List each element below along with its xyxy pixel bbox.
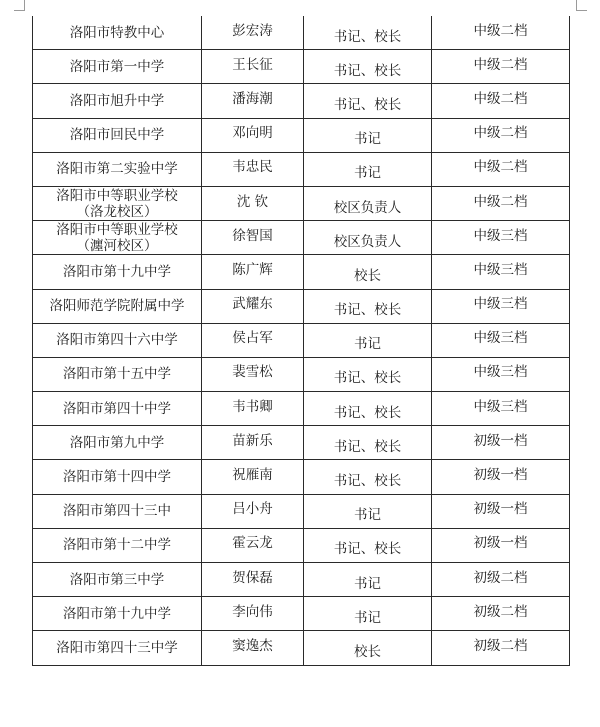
school-cell: [33, 460, 202, 494]
position-cell: [304, 494, 432, 528]
position: 书记、校长: [333, 62, 402, 79]
school-name: 洛阳市旭升中学: [69, 92, 165, 109]
person-name-cell: [202, 460, 304, 494]
grade-level: 初级一档: [473, 467, 528, 484]
person-name: 徐智国: [232, 227, 273, 244]
table-row: [33, 597, 570, 631]
grade-level: 中级三档: [473, 296, 528, 313]
table-body: [33, 16, 570, 665]
grade-level: 中级二档: [473, 159, 528, 176]
school-cell: [33, 494, 202, 528]
position: 书记: [354, 609, 381, 626]
school-name: 洛阳市第四十三中: [63, 503, 171, 520]
grade-level: 初级二档: [473, 637, 528, 654]
grade-level: 初级二档: [473, 603, 528, 620]
position-cell: [304, 357, 432, 391]
person-name-cell: [202, 597, 304, 631]
position-cell: [304, 289, 432, 323]
school-cell: [33, 186, 202, 220]
person-name-cell: [202, 563, 304, 597]
position-cell: [304, 631, 432, 665]
person-name: 贺保磊: [232, 569, 273, 586]
person-name: 韦书卿: [232, 398, 273, 415]
position-cell: [304, 50, 432, 84]
school-name: 洛阳市回民中学: [69, 127, 165, 144]
grade-level: 中级二档: [473, 125, 528, 142]
grade-level: 中级二档: [473, 22, 528, 39]
position: 书记、校长: [333, 28, 402, 45]
school-name: 洛阳市第一中学: [69, 58, 165, 75]
person-name: 沈 钦: [236, 193, 269, 210]
school-cell: [33, 118, 202, 152]
position-cell: [304, 563, 432, 597]
school-name: 洛阳市第十二中学: [63, 537, 171, 554]
position: 书记: [354, 336, 381, 353]
grade-level-cell: [432, 528, 570, 562]
person-name-cell: [202, 118, 304, 152]
grade-level-cell: [432, 323, 570, 357]
page-corner-mark-left: [14, 0, 25, 11]
position: 书记、校长: [333, 438, 402, 455]
school-cell: [33, 528, 202, 562]
table-row: [33, 392, 570, 426]
person-name: 武耀东: [232, 296, 273, 313]
person-name-cell: [202, 631, 304, 665]
grade-level: 初级一档: [473, 501, 528, 518]
school-name: 洛阳市第三中学: [69, 571, 165, 588]
person-name-cell: [202, 528, 304, 562]
person-name: 裴雪松: [232, 364, 273, 381]
principal-level-table: [32, 16, 570, 666]
position: 书记、校长: [333, 404, 402, 421]
grade-level-cell: [432, 221, 570, 255]
school-name: 洛阳市中等职业学校: [56, 221, 178, 238]
person-name-cell: [202, 16, 304, 50]
position: 校长: [354, 267, 381, 284]
position-cell: [304, 84, 432, 118]
person-name: 潘海潮: [232, 90, 273, 107]
school-campus: （洛龙校区）: [76, 203, 158, 220]
person-name: 窦逸杰: [232, 637, 273, 654]
table-row: [33, 16, 570, 50]
school-name: 洛阳市第十五中学: [63, 366, 171, 383]
position: 校区负责人: [333, 199, 402, 216]
person-name-cell: [202, 152, 304, 186]
school-name: 洛阳师范学院附属中学: [49, 298, 185, 315]
position: 书记、校长: [333, 96, 402, 113]
grade-level: 中级二档: [473, 56, 528, 73]
table-row: [33, 460, 570, 494]
school-cell: [33, 631, 202, 665]
person-name: 祝雁南: [232, 467, 273, 484]
person-name: 王长征: [232, 56, 273, 73]
grade-level-cell: [432, 152, 570, 186]
person-name: 邓向明: [232, 125, 273, 142]
position-cell: [304, 118, 432, 152]
table-row: [33, 631, 570, 665]
position-cell: [304, 597, 432, 631]
position: 书记: [354, 507, 381, 524]
table-row: [33, 221, 570, 255]
school-cell: [33, 597, 202, 631]
position-cell: [304, 16, 432, 50]
grade-level: 初级二档: [473, 569, 528, 586]
school-cell: [33, 563, 202, 597]
school-name: 洛阳市第十九中学: [63, 605, 171, 622]
position: 书记、校长: [333, 473, 402, 490]
school-cell: [33, 50, 202, 84]
person-name-cell: [202, 255, 304, 289]
school-cell: [33, 392, 202, 426]
person-name-cell: [202, 392, 304, 426]
school-name: 洛阳市第九中学: [69, 434, 165, 451]
grade-level-cell: [432, 357, 570, 391]
grade-level: 初级一档: [473, 535, 528, 552]
page-corner-mark-right: [576, 0, 587, 11]
school-cell: [33, 152, 202, 186]
school-name: 洛阳市第十九中学: [63, 263, 171, 280]
position-cell: [304, 460, 432, 494]
school-cell: [33, 426, 202, 460]
person-name-cell: [202, 494, 304, 528]
position-cell: [304, 426, 432, 460]
school-cell: [33, 289, 202, 323]
position: 书记: [354, 131, 381, 148]
position: 书记、校长: [333, 541, 402, 558]
table-row: [33, 563, 570, 597]
grade-level: 中级二档: [473, 193, 528, 210]
position-cell: [304, 255, 432, 289]
person-name: 吕小舟: [232, 501, 273, 518]
table-row: [33, 357, 570, 391]
person-name-cell: [202, 84, 304, 118]
person-name: 彭宏涛: [232, 22, 273, 39]
person-name: 侯占军: [232, 330, 273, 347]
school-name: 洛阳市第十四中学: [63, 469, 171, 486]
grade-level: 中级三档: [473, 227, 528, 244]
position-cell: [304, 221, 432, 255]
grade-level-cell: [432, 186, 570, 220]
grade-level-cell: [432, 255, 570, 289]
position: 书记: [354, 165, 381, 182]
position-cell: [304, 152, 432, 186]
table-row: [33, 528, 570, 562]
person-name-cell: [202, 50, 304, 84]
school-name: 洛阳市第二实验中学: [56, 161, 178, 178]
table-row: [33, 118, 570, 152]
grade-level-cell: [432, 631, 570, 665]
grade-level-cell: [432, 289, 570, 323]
school-name: 洛阳市第四十中学: [63, 400, 171, 417]
grade-level-cell: [432, 597, 570, 631]
table-row: [33, 289, 570, 323]
school-cell: [33, 255, 202, 289]
school-name: 洛阳市第四十三中学: [56, 639, 178, 656]
table-row: [33, 426, 570, 460]
grade-level-cell: [432, 460, 570, 494]
school-cell: [33, 84, 202, 118]
person-name-cell: [202, 186, 304, 220]
position: 书记: [354, 575, 381, 592]
grade-level-cell: [432, 84, 570, 118]
position-cell: [304, 186, 432, 220]
school-name: 洛阳市中等职业学校: [56, 187, 178, 204]
person-name: 陈广辉: [232, 261, 273, 278]
person-name-cell: [202, 357, 304, 391]
position-cell: [304, 323, 432, 357]
school-cell: [33, 323, 202, 357]
person-name-cell: [202, 221, 304, 255]
table-row: [33, 323, 570, 357]
table-row: [33, 494, 570, 528]
school-name: 洛阳市特教中心: [69, 24, 165, 41]
grade-level: 中级三档: [473, 364, 528, 381]
person-name: 霍云龙: [232, 535, 273, 552]
table-row: [33, 255, 570, 289]
person-name: 韦忠民: [232, 159, 273, 176]
position: 校区负责人: [333, 233, 402, 250]
grade-level-cell: [432, 392, 570, 426]
grade-level-cell: [432, 50, 570, 84]
person-name: 李向伟: [232, 603, 273, 620]
person-name-cell: [202, 426, 304, 460]
position: 校长: [354, 643, 381, 660]
grade-level-cell: [432, 16, 570, 50]
position: 书记、校长: [333, 302, 402, 319]
grade-level-cell: [432, 563, 570, 597]
person-name-cell: [202, 289, 304, 323]
person-name: 苗新乐: [232, 432, 273, 449]
grade-level-cell: [432, 426, 570, 460]
grade-level-cell: [432, 118, 570, 152]
grade-level: 中级三档: [473, 330, 528, 347]
grade-level: 中级三档: [473, 398, 528, 415]
table-row: [33, 186, 570, 220]
grade-level: 中级三档: [473, 261, 528, 278]
position-cell: [304, 528, 432, 562]
grade-level: 中级二档: [473, 90, 528, 107]
table-row: [33, 50, 570, 84]
grade-level: 初级一档: [473, 432, 528, 449]
school-cell: [33, 357, 202, 391]
position-cell: [304, 392, 432, 426]
position: 书记、校长: [333, 370, 402, 387]
school-cell: [33, 16, 202, 50]
school-cell: [33, 221, 202, 255]
school-name: 洛阳市第四十六中学: [56, 332, 178, 349]
table-row: [33, 152, 570, 186]
table-row: [33, 84, 570, 118]
person-name-cell: [202, 323, 304, 357]
grade-level-cell: [432, 494, 570, 528]
school-campus: （瀍河校区）: [76, 237, 158, 254]
